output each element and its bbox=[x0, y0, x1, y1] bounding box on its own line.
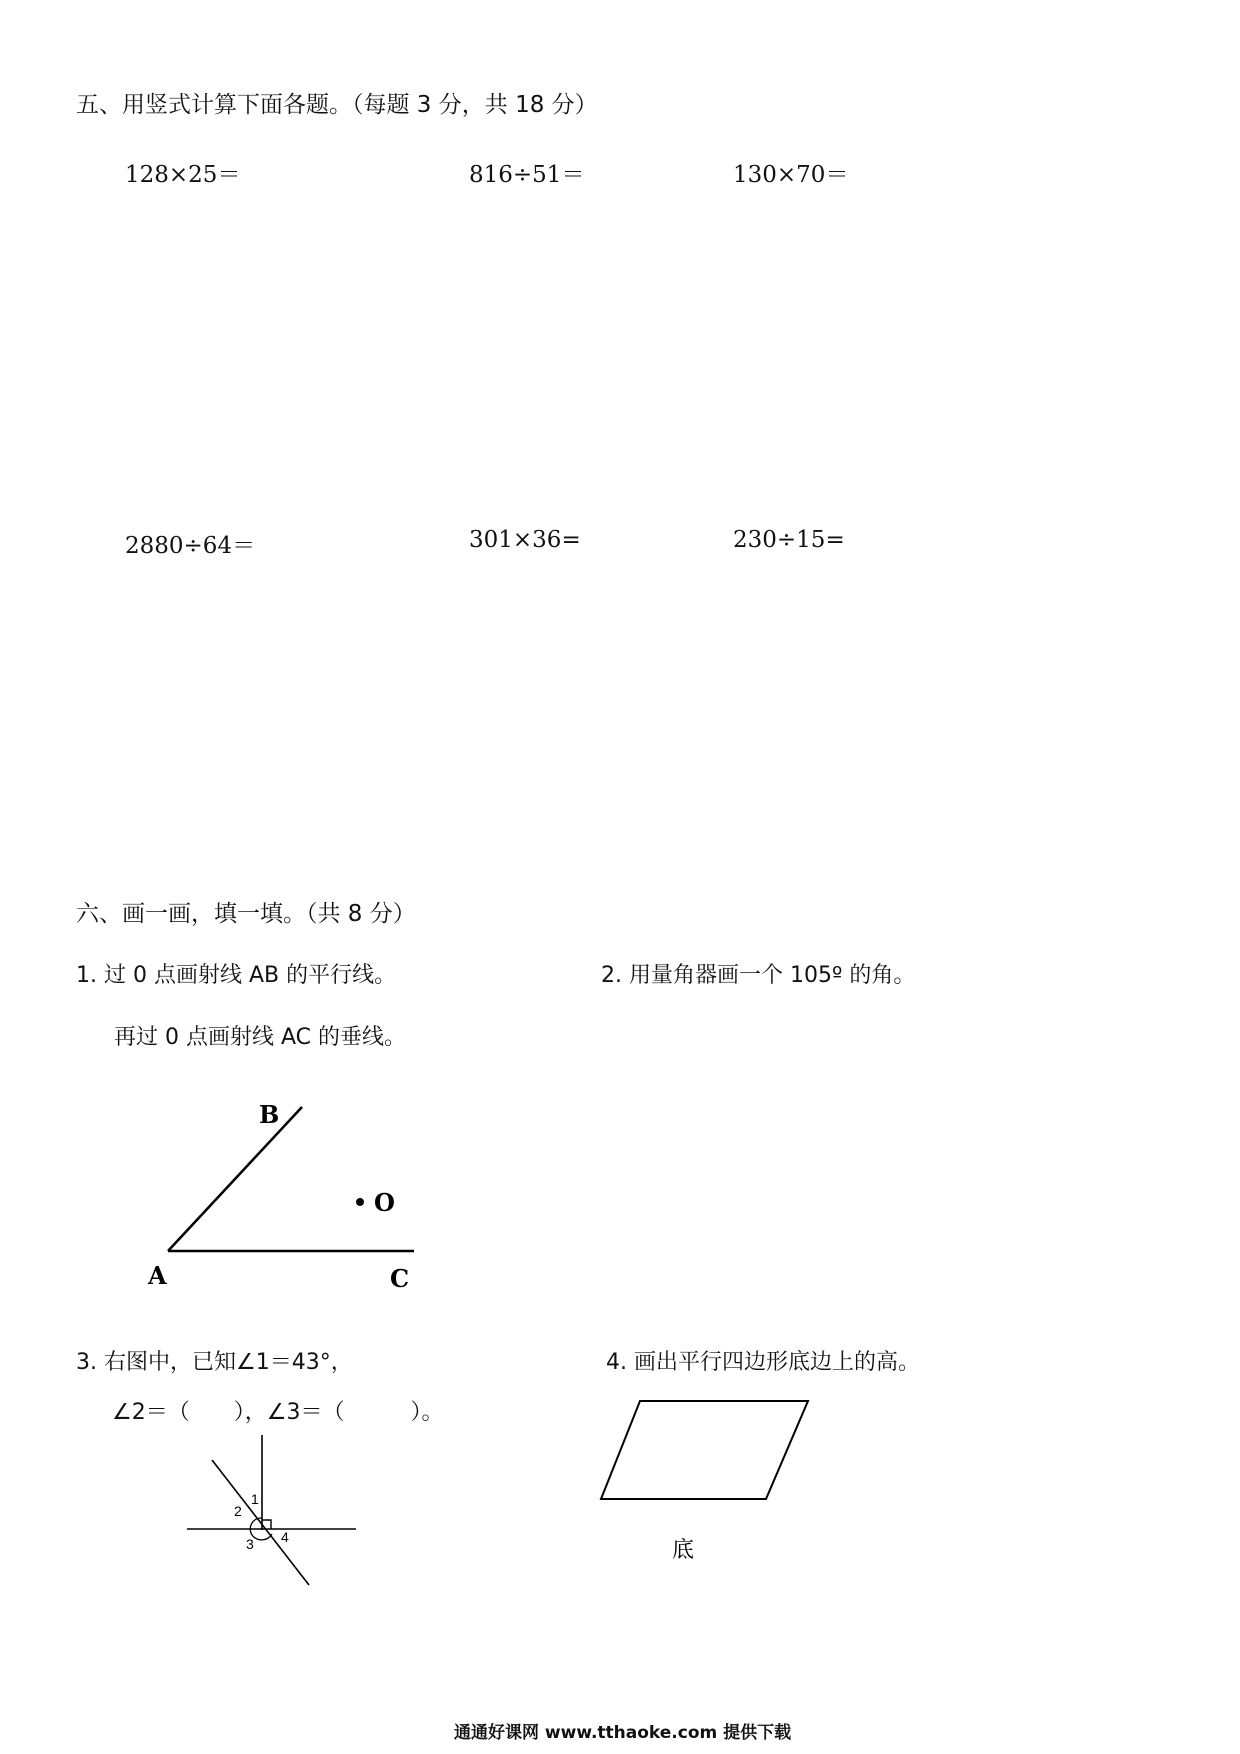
label-b: B bbox=[259, 1100, 280, 1129]
problem-1: 128×25＝ bbox=[125, 162, 241, 188]
angle-label-2: 2 bbox=[234, 1503, 242, 1519]
problem-4: 2880÷64＝ bbox=[125, 533, 256, 559]
question-1-line-2: 再过 0 点画射线 AC 的垂线。 bbox=[114, 1025, 406, 1050]
base-label: 底 bbox=[672, 1538, 695, 1563]
problem-6: 230÷15= bbox=[733, 527, 845, 553]
problem-5: 301×36= bbox=[469, 527, 581, 553]
parallelogram bbox=[601, 1401, 808, 1499]
label-o: O bbox=[374, 1188, 395, 1217]
angle-label-1: 1 bbox=[251, 1491, 259, 1507]
question-2: 2. 用量角器画一个 105º 的角。 bbox=[601, 963, 916, 988]
point-o bbox=[356, 1198, 364, 1206]
question-3-line-1: 3. 右图中，已知∠1＝43°， bbox=[76, 1350, 353, 1375]
angle-label-4: 4 bbox=[281, 1529, 289, 1545]
figure-intersecting-lines bbox=[187, 1435, 356, 1585]
question-3-line-2: ∠2＝（ ），∠3＝（ ）。 bbox=[112, 1400, 444, 1425]
question-1-line-1: 1. 过 0 点画射线 AB 的平行线。 bbox=[76, 963, 397, 988]
right-angle-mark bbox=[262, 1520, 271, 1529]
angle-label-3: 3 bbox=[246, 1536, 254, 1552]
section6-heading: 六、画一画，填一填。（共 8 分） bbox=[76, 901, 416, 927]
problem-2: 816÷51＝ bbox=[469, 162, 585, 188]
label-a: A bbox=[148, 1261, 167, 1290]
figure-angle-bac bbox=[147, 1100, 414, 1293]
oblique-line bbox=[212, 1460, 309, 1585]
footer-text: 通通好课网 www.tthaoke.com 提供下载 bbox=[454, 1723, 792, 1743]
ray-ab bbox=[168, 1107, 302, 1251]
figure-parallelogram bbox=[601, 1401, 808, 1563]
problem-3: 130×70＝ bbox=[733, 162, 849, 188]
section5-heading: 五、用竖式计算下面各题。（每题 3 分，共 18 分） bbox=[76, 92, 598, 118]
question-4: 4. 画出平行四边形底边上的高。 bbox=[606, 1350, 920, 1375]
label-c: C bbox=[390, 1264, 410, 1293]
